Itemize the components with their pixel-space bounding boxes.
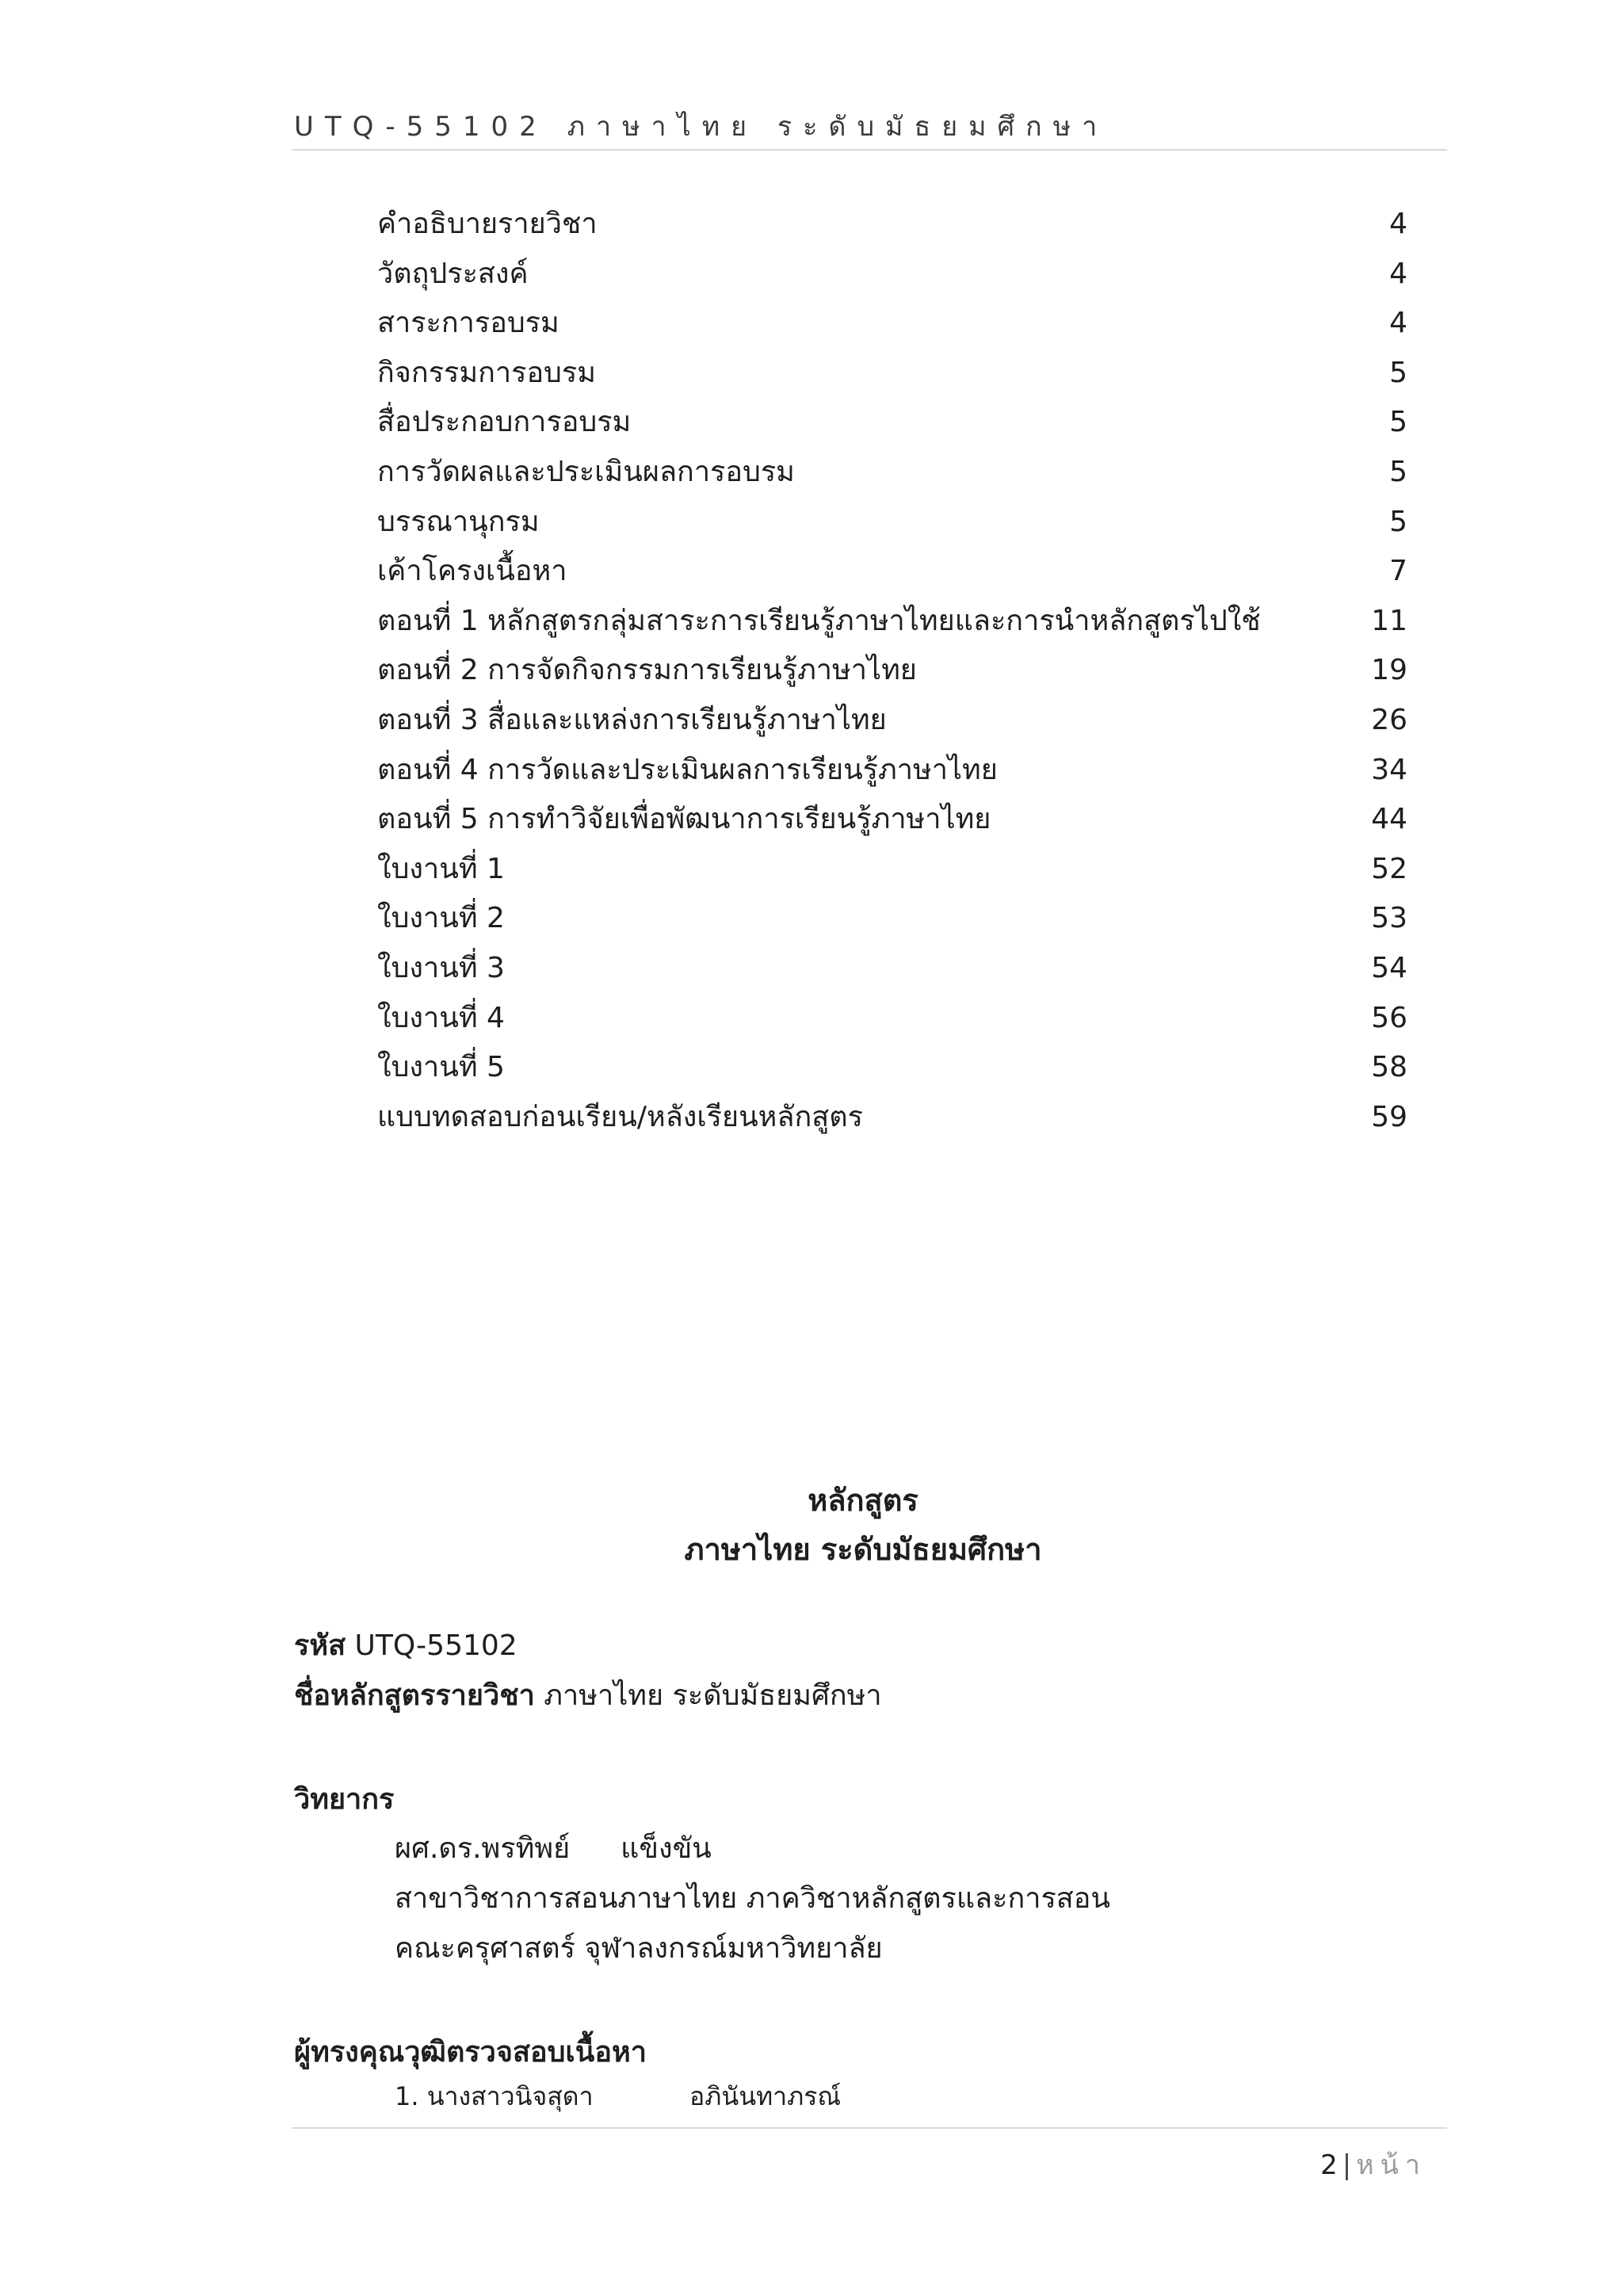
toc-row[interactable] <box>377 646 1407 696</box>
course-name-label: ชื่อหลักสูตรรายวิชา <box>294 1679 535 1712</box>
reviewer-surname: อภินันทาภรณ์ <box>689 2081 842 2111</box>
toc-row[interactable] <box>377 200 1407 250</box>
toc-page-number: 26 <box>1371 703 1407 736</box>
toc-row[interactable] <box>377 398 1407 448</box>
course-code <box>294 1622 517 1668</box>
toc-page-number: 19 <box>1371 654 1407 687</box>
lecturer-faculty: คณะครุศาสตร์ จุฬาลงกรณ์มหาวิทยาลัย <box>395 1932 883 1965</box>
toc-label: คำอธิบายรายวิชา <box>377 208 598 240</box>
toc-page-number: 53 <box>1371 902 1407 935</box>
toc-row[interactable] <box>377 349 1407 399</box>
lecturer-heading: วิทยากร <box>294 1783 395 1816</box>
toc-page-number: 7 <box>1389 555 1407 588</box>
course-code-value: UTQ-55102 <box>354 1629 517 1662</box>
course-code-label: รหัส <box>294 1629 346 1662</box>
course-name-value: ภาษาไทย ระดับมัธยมศึกษา <box>544 1679 882 1712</box>
toc-row[interactable] <box>377 746 1407 796</box>
toc-page-number: 5 <box>1389 406 1407 439</box>
toc-row[interactable] <box>377 299 1407 349</box>
toc-label: ตอนที่ 3 สื่อและแหล่งการเรียนรู้ภาษาไทย <box>377 703 887 736</box>
toc-row[interactable] <box>377 448 1407 498</box>
footer-divider <box>292 2127 1447 2129</box>
toc-label: แบบทดสอบก่อนเรียน/หลังเรียนหลักสูตร <box>377 1100 863 1133</box>
lecturer-first-name: ผศ.ดร.พรทิพย์ <box>395 1832 571 1865</box>
toc-label: ใบงานที่ 5 <box>377 1051 505 1084</box>
toc-row[interactable] <box>377 1043 1407 1093</box>
toc-label: ตอนที่ 2 การจัดกิจกรรมการเรียนรู้ภาษาไทย <box>377 654 917 687</box>
toc-label: ใบงานที่ 3 <box>377 951 505 984</box>
toc-page-number: 11 <box>1371 604 1407 637</box>
header-divider <box>292 149 1447 151</box>
toc-label: สาระการอบรม <box>377 307 559 340</box>
course-title-line1: หลักสูตร <box>808 1483 918 1518</box>
toc-row[interactable] <box>377 1093 1407 1143</box>
toc-row[interactable] <box>377 597 1407 647</box>
reviewers-heading: ผู้ทรงคุณวุฒิตรวจสอบเนื้อหา <box>294 2036 647 2069</box>
reviewer-name: 1. นางสาวนิจสุดา <box>395 2081 594 2111</box>
toc-label: กิจกรรมการอบรม <box>377 356 596 389</box>
toc-label: วัตถุประสงค์ <box>377 257 529 290</box>
toc-label: เค้าโครงเนื้อหา <box>377 555 567 588</box>
toc-row[interactable] <box>377 845 1407 895</box>
toc-page-number: 5 <box>1389 356 1407 389</box>
reviewer-item <box>395 2076 841 2117</box>
toc-page-number: 52 <box>1371 852 1407 885</box>
toc-page-number: 54 <box>1371 951 1407 984</box>
toc-page-number: 56 <box>1371 1001 1407 1034</box>
toc-page-number: 5 <box>1389 455 1407 488</box>
toc-row[interactable] <box>377 795 1407 845</box>
toc-row[interactable] <box>377 696 1407 746</box>
toc-page-number: 4 <box>1389 257 1407 290</box>
toc-row[interactable] <box>377 944 1407 994</box>
lecturer-department: สาขาวิชาการสอนภาษาไทย ภาควิชาหลักสูตรและการสอน <box>395 1882 1111 1915</box>
toc-row[interactable] <box>377 498 1407 548</box>
lecturer-surname: แข็งขัน <box>621 1832 712 1865</box>
toc-page-number: 58 <box>1371 1051 1407 1084</box>
lecturer-name <box>395 1825 712 1870</box>
toc-label: การวัดผลและประเมินผลการอบรม <box>377 455 795 488</box>
course-title-line2: ภาษาไทย ระดับมัธยมศึกษา <box>684 1532 1042 1567</box>
toc-label: ใบงานที่ 2 <box>377 902 505 935</box>
toc-page-number: 5 <box>1389 505 1407 538</box>
running-header: UTQ-55102 ภาษาไทย ระดับมัธยมศึกษา <box>294 111 1109 143</box>
page-footer <box>1320 2143 1426 2186</box>
toc-label: ตอนที่ 5 การทำวิจัยเพื่อพัฒนาการเรียนรู้ภาษาไทย <box>377 803 991 836</box>
toc-label: ใบงานที่ 1 <box>377 852 505 885</box>
page-word: หน้า <box>1356 2149 1426 2181</box>
toc-label: สื่อประกอบการอบรม <box>377 406 632 439</box>
toc-label: ตอนที่ 1 หลักสูตรกลุ่มสาระการเรียนรู้ภาษาไทยและการนำหลักสูตรไปใช้ <box>377 604 1261 637</box>
toc-row[interactable] <box>377 894 1407 944</box>
toc-row[interactable] <box>377 994 1407 1044</box>
toc-page-number: 4 <box>1389 208 1407 240</box>
toc-label: ใบงานที่ 4 <box>377 1001 505 1034</box>
toc-row[interactable] <box>377 250 1407 300</box>
toc-page-number: 34 <box>1371 753 1407 786</box>
toc-row[interactable] <box>377 547 1407 597</box>
course-name <box>294 1672 882 1717</box>
page-number: 2 <box>1320 2149 1338 2181</box>
course-title <box>0 1476 1623 1574</box>
footer-separator: | <box>1342 2149 1352 2181</box>
toc-label: ตอนที่ 4 การวัดและประเมินผลการเรียนรู้ภาษาไทย <box>377 753 998 786</box>
toc-page-number: 4 <box>1389 307 1407 340</box>
toc-page-number: 44 <box>1371 803 1407 836</box>
table-of-contents <box>377 200 1407 1142</box>
toc-label: บรรณานุกรม <box>377 505 540 538</box>
toc-page-number: 59 <box>1371 1100 1407 1133</box>
